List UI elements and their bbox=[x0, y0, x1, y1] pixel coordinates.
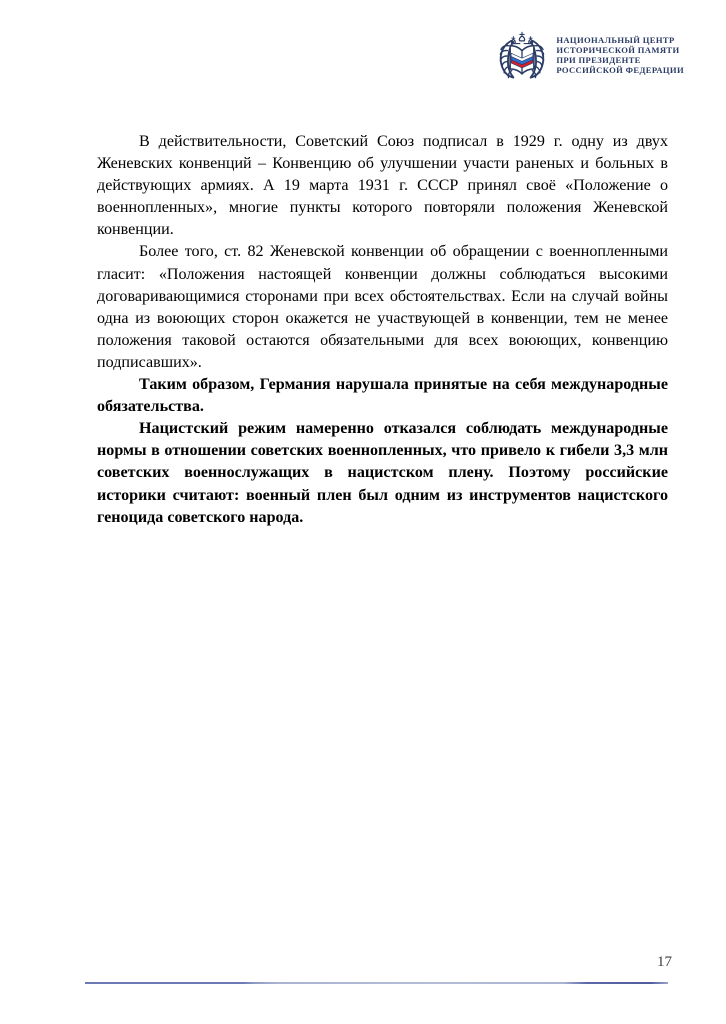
national-center-emblem-icon bbox=[495, 29, 549, 83]
logo-line-3: ПРИ ПРЕЗИДЕНТЕ bbox=[556, 55, 641, 65]
footer-divider bbox=[85, 982, 668, 984]
document-body bbox=[97, 131, 668, 529]
logo-line-2: ИСТОРИЧЕСКОЙ ПАМЯТИ bbox=[556, 45, 680, 56]
logo-line-1: НАЦИОНАЛЬНЫЙ ЦЕНТР bbox=[556, 35, 675, 46]
organization-logo bbox=[495, 29, 684, 83]
page-number: 17 bbox=[657, 954, 672, 970]
logo-line-4: РОССИЙСКОЙ ФЕДЕРАЦИИ bbox=[556, 64, 684, 75]
paragraph-4: Нацистский режим намеренно отказался соблюдать международные нормы в отношении советских военнопленных, что привело к гибели 3,3 млн советских военнослужащих в нацистском плену. Поэтому российские историки считают: военный плен был одним из инструментов нацистского геноцида советского народа. bbox=[97, 420, 668, 526]
paragraph-1: В действительности, Советский Союз подписал в 1929 г. одну из двух Женевских конвенций – Конвенцию об улучшении участи раненых и больных в действующих армиях. А 19 марта 1931 г. СССР принял своё «Положение о военнопленных», многие пункты которого повторяли положения Женевской конвенции. bbox=[97, 133, 668, 239]
organization-name bbox=[556, 36, 684, 76]
paragraph-3: Таким образом, Германия нарушала принятые на себя международные обязательства. bbox=[97, 376, 668, 416]
paragraph-2: Более того, ст. 82 Женевской конвенции об обращении с военнопленными гласит: «Положения настоящей конвенции должны соблюдаться высокими договаривающимися сторонами при всех обстоятельствах. Если на случай войны одна из воюющих сторон окажется не участвующей в конвенции, тем не менее положения таковой остаются обязательными для всех воюющих, конвенцию подписавших». bbox=[97, 243, 668, 371]
